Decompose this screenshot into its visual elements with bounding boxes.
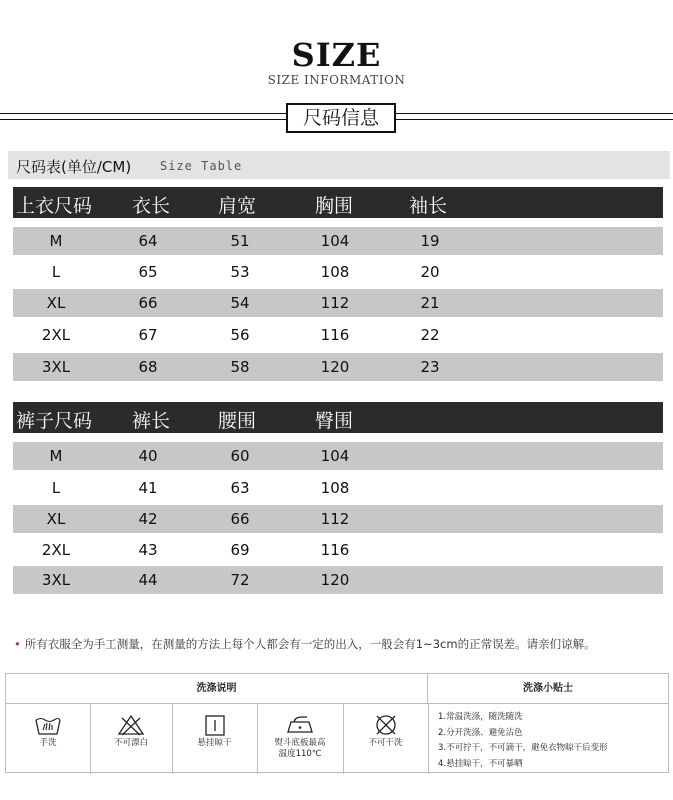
- cell-shoulder: 53: [230, 263, 250, 281]
- note-text: 所有衣服全为手工测量，在测量的方法上每个人都会有一定的出入，一般会有1~3cm的正常误差。请亲们谅解。: [24, 637, 596, 651]
- table-row: [13, 442, 663, 470]
- top-table-header: [13, 187, 663, 218]
- table-row: [13, 566, 663, 594]
- iron-icon: [285, 714, 315, 736]
- cell-chest: 108: [320, 263, 350, 281]
- cell-size: M: [49, 232, 63, 250]
- cell-size: XL: [46, 294, 66, 312]
- cell-length: 41: [138, 479, 158, 497]
- section-title: 尺码表(单位/CM): [16, 158, 132, 176]
- care-right-title: 洗涤小贴士: [428, 674, 668, 704]
- cell-waist: 63: [230, 479, 250, 497]
- list-item: 2.分开洗涤、避免沾色: [438, 727, 523, 738]
- cell-sleeve: 20: [420, 263, 440, 281]
- cell-waist: 72: [230, 571, 250, 589]
- cell-sleeve: 23: [420, 358, 440, 376]
- cell-length: 43: [138, 541, 158, 559]
- list-item: 3.不可拧干，不可滴干，避免衣物晾干后变形: [438, 743, 608, 753]
- cell-hip: 116: [320, 541, 350, 559]
- care-item-iron: [257, 704, 343, 774]
- list-item: 4.悬挂晾干，不可暴晒: [438, 758, 523, 769]
- cell-size: 3XL: [41, 571, 71, 589]
- cell-shoulder: 51: [230, 232, 250, 250]
- size-info-badge: 尺码信息: [286, 103, 396, 133]
- cell-length: 67: [138, 326, 158, 344]
- cell-hip: 112: [320, 510, 350, 528]
- table-row: [13, 353, 663, 381]
- table-row: [13, 321, 663, 349]
- table-row: [13, 474, 663, 502]
- table-row: [13, 505, 663, 533]
- cell-shoulder: 54: [230, 294, 250, 312]
- header-cell: 肩宽: [218, 195, 257, 217]
- care-label: 不可漂白: [113, 738, 148, 748]
- cell-length: 68: [138, 358, 158, 376]
- table-row: [13, 227, 663, 255]
- cell-shoulder: 56: [230, 326, 250, 344]
- care-label: 悬挂晾干: [197, 738, 232, 748]
- cell-size: 3XL: [41, 358, 71, 376]
- care-instructions-table: [5, 673, 669, 773]
- cell-chest: 120: [320, 358, 350, 376]
- cell-hip: 104: [320, 447, 350, 465]
- cell-sleeve: 19: [420, 232, 440, 250]
- cell-chest: 116: [320, 326, 350, 344]
- cell-size: XL: [46, 510, 66, 528]
- care-divider: [428, 704, 429, 774]
- cell-size: L: [51, 479, 61, 497]
- care-item-no-tumble-dry: [343, 704, 428, 774]
- no-tumble-dry-icon: [371, 714, 401, 736]
- care-label: 手洗: [39, 738, 57, 748]
- cell-size: L: [51, 263, 61, 281]
- cell-shoulder: 58: [230, 358, 250, 376]
- pants-table-header: [13, 402, 663, 433]
- table-row: [13, 289, 663, 317]
- header-cell: 袖长: [409, 195, 448, 217]
- page-title: SIZE: [291, 36, 382, 74]
- hang-dry-icon: [200, 714, 230, 736]
- cell-length: 44: [138, 571, 158, 589]
- care-item-hand-wash: [6, 704, 90, 774]
- cell-size: 2XL: [41, 541, 71, 559]
- cell-length: 65: [138, 263, 158, 281]
- header-cell: 裤长: [132, 410, 171, 432]
- header-cell: 衣长: [132, 195, 171, 217]
- care-label: 不可干洗: [368, 738, 403, 748]
- table-row: [13, 536, 663, 564]
- cell-hip: 108: [320, 479, 350, 497]
- cell-length: 42: [138, 510, 158, 528]
- cell-waist: 66: [230, 510, 250, 528]
- header-cell: 胸围: [315, 195, 354, 217]
- care-tips-list: [438, 710, 608, 772]
- care-item-hang-dry: [172, 704, 257, 774]
- cell-waist: 69: [230, 541, 250, 559]
- care-item-no-bleach: [90, 704, 172, 774]
- table-row: [13, 258, 663, 286]
- cell-chest: 112: [320, 294, 350, 312]
- bullet-dot-icon: •: [14, 637, 21, 651]
- header-cell: 臀围: [315, 410, 354, 432]
- section-subtitle: Size Table: [160, 159, 243, 173]
- header-cell: 裤子尺码: [16, 410, 93, 432]
- cell-sleeve: 22: [420, 326, 440, 344]
- measurement-note: [14, 636, 596, 652]
- cell-chest: 104: [320, 232, 350, 250]
- cell-sleeve: 21: [420, 294, 440, 312]
- care-label: 熨斗底板最高: [274, 738, 326, 748]
- page-subtitle: SIZE INFORMATION: [267, 73, 406, 87]
- size-table-section-bar: [8, 151, 670, 179]
- no-bleach-icon: [116, 714, 146, 736]
- cell-length: 40: [138, 447, 158, 465]
- cell-size: M: [49, 447, 63, 465]
- cell-size: 2XL: [41, 326, 71, 344]
- list-item: 1.常温洗涤，随洗随洗: [438, 712, 523, 722]
- cell-waist: 60: [230, 447, 250, 465]
- care-left-title: 洗涤说明: [6, 674, 428, 704]
- header-cell: 腰围: [218, 410, 257, 432]
- header-cell: 上衣尺码: [16, 195, 93, 217]
- care-label-temp: 温度110℃: [278, 749, 322, 759]
- cell-length: 66: [138, 294, 158, 312]
- hand-wash-icon: [33, 714, 63, 736]
- cell-hip: 120: [320, 571, 350, 589]
- cell-length: 64: [138, 232, 158, 250]
